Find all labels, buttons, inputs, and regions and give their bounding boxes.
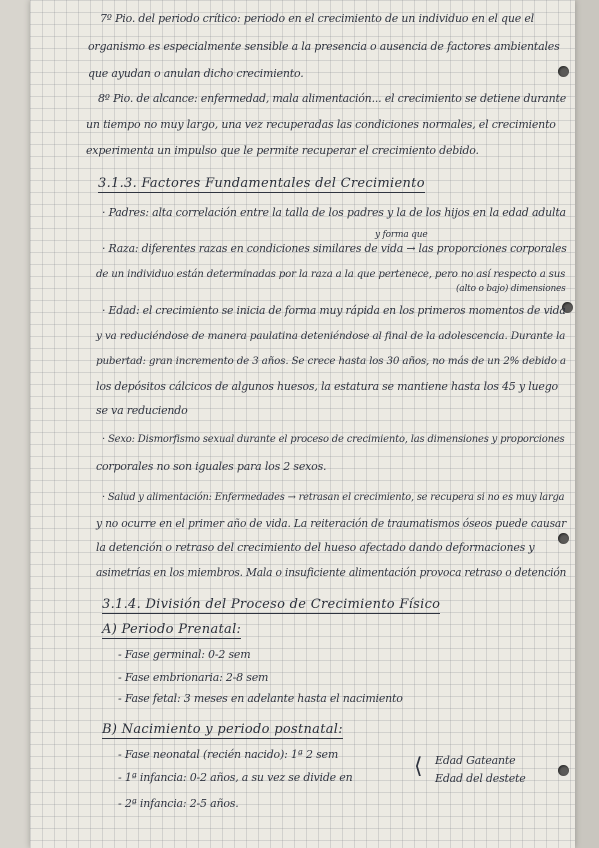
annotation: (alto o bajo) dimensiones: [456, 284, 566, 294]
notebook-page: [30, 0, 575, 848]
text-line: un tiempo no muy largo, una vez recuperadas las condiciones normales, el crecimiento: [86, 118, 556, 131]
annotation: y forma que: [375, 230, 428, 240]
text-line: y no ocurre en el primer año de vida. La reiteración de traumatismos óseos puede causar: [96, 517, 567, 530]
text-line: corporales no son iguales para los 2 sexos.: [96, 460, 327, 473]
text-line: que ayudan o anulan dicho crecimiento.: [88, 67, 304, 80]
list-item: - Fase germinal: 0-2 sem: [118, 648, 251, 661]
subsection-heading: A) Periodo Prenatal:: [102, 622, 242, 637]
text-line: y va reduciéndose de manera paulatina deteniéndose al final de la adolescencia. Durante la: [96, 330, 566, 342]
page-shadow: [0, 0, 30, 848]
bracket-arrow-icon: ⟨: [414, 754, 423, 779]
section-heading: 3.1.3. Factores Fundamentales del Crecimiento: [98, 176, 425, 191]
list-item: - Fase embrionaria: 2-8 sem: [118, 671, 269, 684]
subsection-heading: B) Nacimiento y periodo postnatal:: [102, 722, 343, 737]
text-line: de un individuo están determinadas por la raza a la que pertenece, pero no así respecto a sus: [96, 268, 566, 280]
text-line: experimenta un impulso que le permite recuperar el crecimiento debido.: [86, 144, 479, 157]
list-item: - Fase fetal: 3 meses en adelante hasta el nacimiento: [118, 692, 403, 705]
text-line: la detención o retraso del crecimiento del hueso afectado dando deformaciones y: [96, 541, 535, 554]
text-line: asimetrías en los miembros. Mala o insuficiente alimentación provoca retraso o detención: [96, 566, 567, 579]
binder-hole: [558, 533, 569, 544]
list-item: - 2ª infancia: 2-5 años.: [118, 797, 239, 810]
text-line: · Edad: el crecimiento se inicia de forma muy rápida en los primeros momentos de vida: [102, 304, 566, 317]
list-item: - 1ª infancia: 0-2 años, a su vez se divide en: [118, 771, 353, 784]
binder-hole: [558, 765, 569, 776]
text-line: · Sexo: Dismorfismo sexual durante el proceso de crecimiento, las dimensiones y proporciones: [102, 434, 565, 445]
text-line: · Padres: alta correlación entre la talla de los padres y la de los hijos en la edad adulta: [102, 206, 566, 219]
text-line: organismo es especialmente sensible a la presencia o ausencia de factores ambientales: [88, 40, 560, 53]
text-line: 7º Pio. del periodo crítico: periodo en el crecimiento de un individuo en el que el: [100, 12, 534, 25]
text-line: · Raza: diferentes razas en condiciones similares de vida → las proporciones corporales: [102, 242, 567, 255]
list-item: - Fase neonatal (recién nacido): 1ª 2 sem: [118, 748, 339, 761]
text-line: los depósitos cálcicos de algunos huesos, la estatura se mantiene hasta los 45 y luego: [96, 380, 558, 393]
text-line: · Salud y alimentación: Enfermedades → retrasan el crecimiento, se recupera si no es muy larga: [102, 492, 565, 503]
list-item: Edad del destete: [435, 772, 526, 785]
section-heading: 3.1.4. División del Proceso de Crecimiento Físico: [102, 597, 441, 612]
list-item: Edad Gateante: [435, 754, 516, 767]
text-line: se va reduciendo: [96, 404, 188, 417]
text-line: 8º Pio. de alcance: enfermedad, mala alimentación... el crecimiento se detiene durante: [98, 92, 567, 105]
binder-hole: [558, 66, 569, 77]
text-line: pubertad: gran incremento de 3 años. Se crece hasta los 30 años, no más de un 2% debido a: [96, 355, 566, 367]
